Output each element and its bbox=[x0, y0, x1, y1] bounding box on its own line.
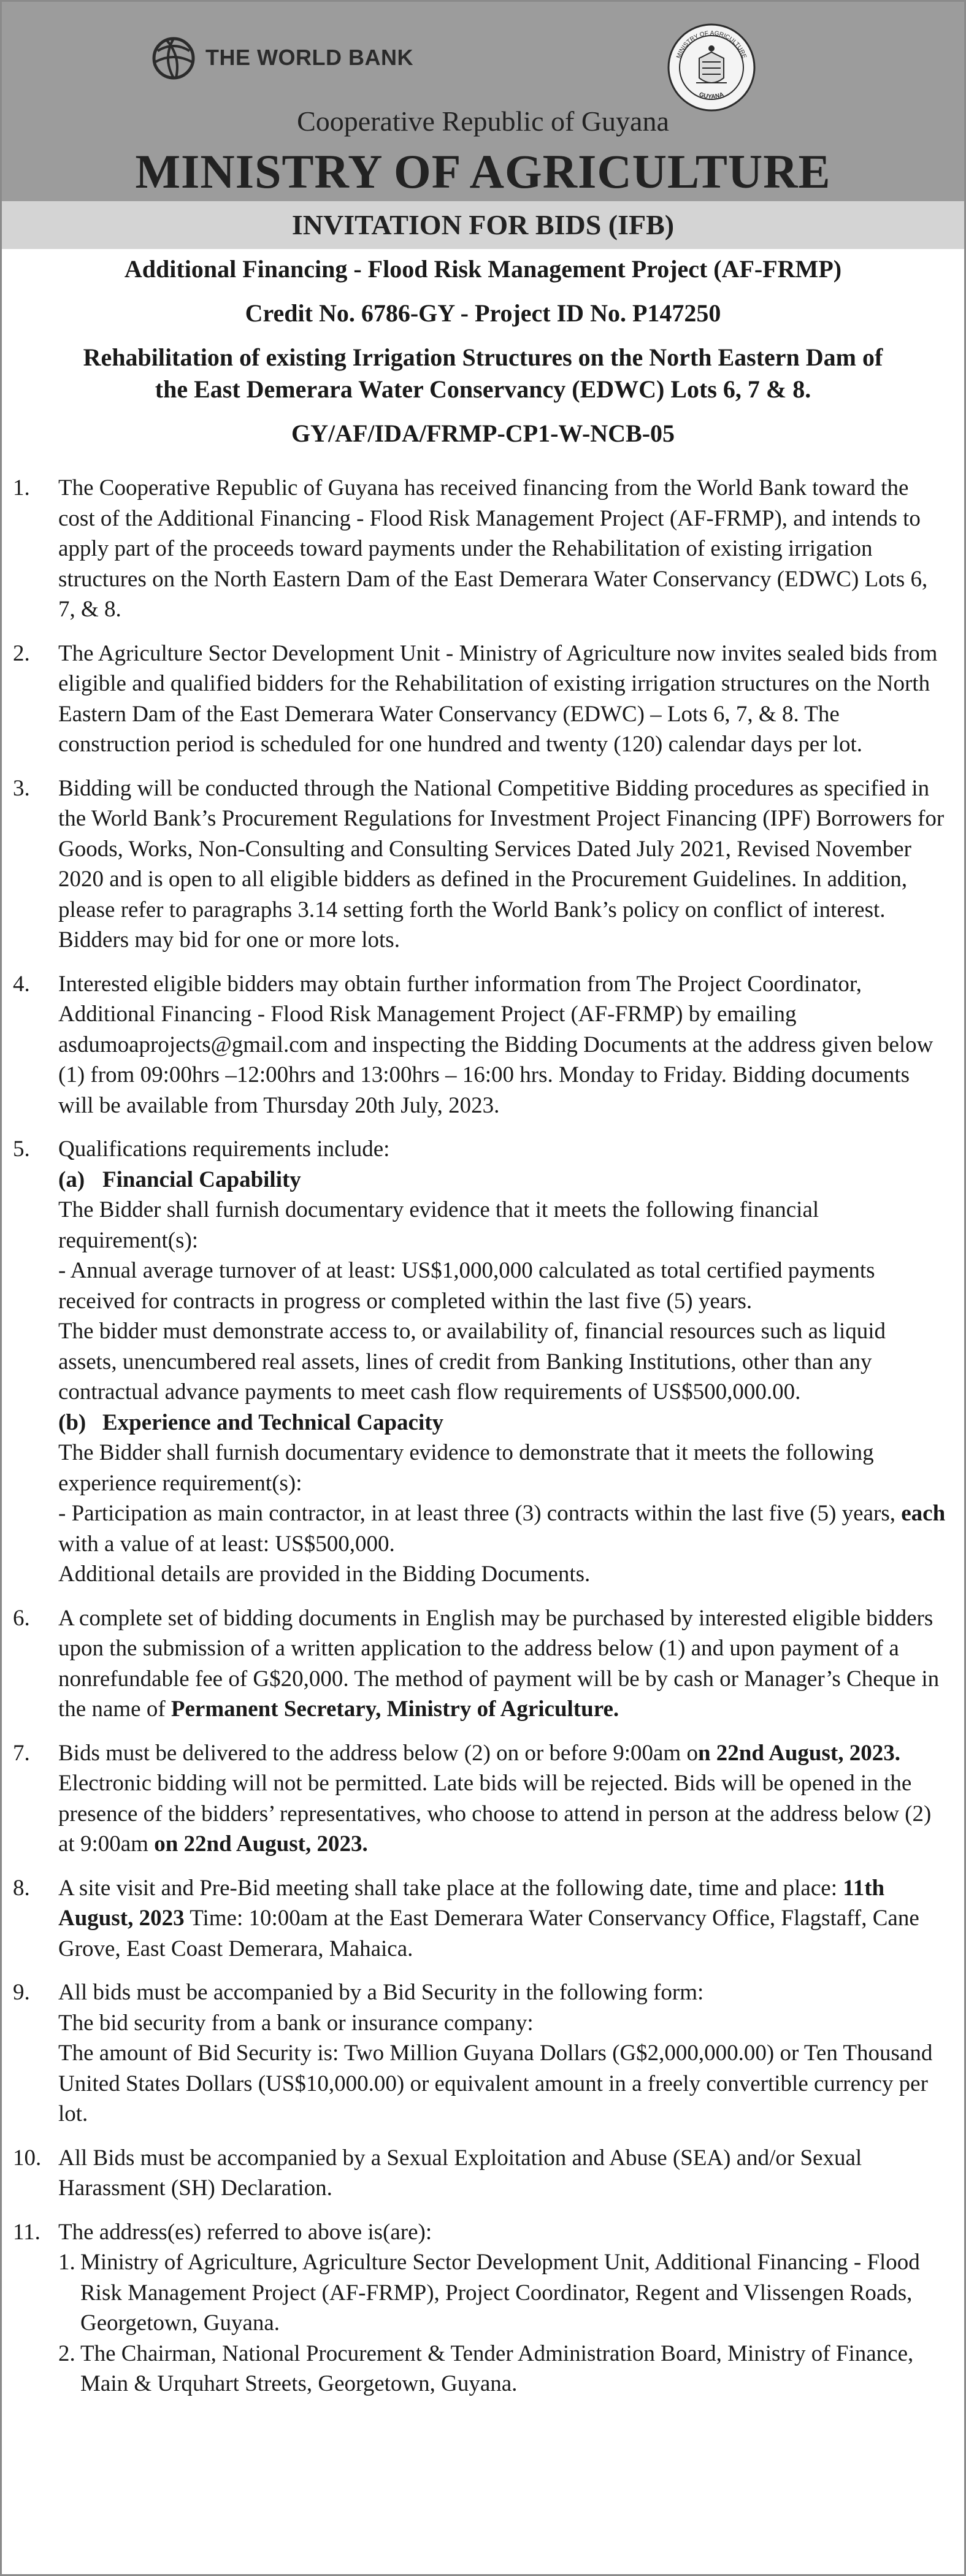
bold-run: Permanent Secretary, Ministry of Agriculture. bbox=[171, 1696, 619, 1722]
clause-6 bbox=[2, 1603, 964, 1725]
world-bank-name: THE WORLD BANK bbox=[205, 45, 413, 70]
project-headings bbox=[2, 253, 964, 462]
clause-4 bbox=[2, 969, 964, 1121]
bid-security-p1: All bids must be accompanied by a Bid Security in the following form: bbox=[58, 1980, 704, 2005]
qualifications-intro: Qualifications requirements include: bbox=[58, 1137, 390, 1162]
works-title-line1: Rehabilitation of existing Irrigation Structures on the North Eastern Dam of bbox=[83, 343, 883, 371]
clause-number: 10. bbox=[13, 2145, 42, 2171]
clause-text: Bidding will be conducted through the National Competitive Bidding procedures as specified in the World Bank’s Procurement Regulations for Investment Project Financing (IPF) Borrowers for Goods, Works, Non-Consulting and Consulting Services Dated July 2021, Revised November 2020 and is open to all eligible bidders as defined in the Procurement Guidelines. In addition, please refer to paragraphs 3.14 setting forth the World Bank’s policy on conflict of interest. Bidders may bid for one or more lots. bbox=[58, 775, 945, 953]
address-number: 2. bbox=[58, 2340, 75, 2366]
ministry-title: MINISTRY OF AGRICULTURE bbox=[135, 145, 831, 198]
reference-number: GY/AF/IDA/FRMP-CP1-W-NCB-05 bbox=[291, 420, 675, 447]
clause-text: The Cooperative Republic of Guyana has received financing from the World Bank toward the cost of the Additional Financing - Flood Risk Management Project (AF-FRMP), and intends to apply part of the proceeds toward payments under the Rehabilitation of existing irrigation structures on the North Eastern Dam of the East Demerara Water Conservancy (EDWC) Lots 6, 7, & 8. bbox=[58, 475, 928, 622]
address-number: 1. bbox=[58, 2250, 75, 2275]
text-run: with a value of at least: US$500,000. bbox=[58, 1531, 395, 1557]
bid-security-p2: The bid security from a bank or insurance company: bbox=[58, 2010, 534, 2036]
clause-number: 2. bbox=[13, 640, 30, 666]
seal-bottom-text: GUYANA bbox=[698, 91, 725, 101]
clause-9 bbox=[2, 1977, 964, 2129]
experience-p1: The Bidder shall furnish documentary evidence to demonstrate that it meets the following experience requirement(s): bbox=[58, 1440, 874, 1496]
project-title: Additional Financing - Flood Risk Management Project (AF-FRMP) bbox=[124, 255, 842, 283]
clause-10 bbox=[2, 2143, 964, 2204]
clause-text bbox=[58, 1603, 948, 1725]
text-run: A complete set of bidding documents in English may be purchased by interested eligible bidders upon the submission of a written application to the address below (1) and upon payment of a nonrefundable fee of G$20,000. The method of payment will be by cash or Manager’s Cheque in the name of bbox=[58, 1605, 940, 1722]
bold-run: each bbox=[901, 1501, 946, 1526]
clause-text: The Agriculture Sector Development Unit - Ministry of Agriculture now invites sealed bids from eligible and qualified bidders for the Rehabilitation of existing irrigation structures on the North Eastern Dam of the East Demerara Water Conservancy (EDWC) – Lots 6, 7, & 8. The construction period is scheduled for one hundred and twenty (120) calendar days per lot. bbox=[58, 640, 938, 757]
ministry-seal-icon bbox=[665, 21, 757, 113]
text-run: A site visit and Pre-Bid meeting shall take place at the following date, time and place: bbox=[58, 1875, 843, 1901]
works-title bbox=[2, 342, 964, 405]
clause-5 bbox=[2, 1134, 964, 1590]
clause-7 bbox=[2, 1738, 964, 1860]
text-run: Electronic bidding will not be permitted. Late bids will be rejected. Bids will be opened in the presence of the bidders’ representatives, who choose to attend in person at the address below (2) at 9:00am bbox=[58, 1771, 932, 1857]
financial-capability-heading bbox=[58, 1165, 948, 1195]
addresses-intro: The address(es) referred to above is(are): bbox=[58, 2219, 432, 2245]
credit-line: Credit No. 6786-GY - Project ID No. P147250 bbox=[245, 299, 721, 327]
address-text: Ministry of Agriculture, Agriculture Sector Development Unit, Additional Financing - Flood Risk Management Project (AF-FRMP), Project Coordinator, Regent and Vlissengen Roads, Georgetown, Guyana. bbox=[80, 2250, 920, 2336]
text-run: Time: 10:00am at the East Demerara Water Conservancy Office, Flagstaff, Cane Grove, East Coast Demerara, Mahaica. bbox=[58, 1906, 919, 1961]
country-name: Cooperative Republic of Guyana bbox=[297, 105, 669, 137]
bid-security-p3: The amount of Bid Security is: Two Million Guyana Dollars (G$2,000,000.00) or Ten Thousand United States Dollars (US$10,000.00) or equivalent amount in a freely convertible currency per lot. bbox=[58, 2041, 933, 2126]
clause-2 bbox=[2, 638, 964, 760]
clause-number: 9. bbox=[13, 1980, 30, 2005]
ifb-body bbox=[2, 473, 964, 2413]
clause-text: Interested eligible bidders may obtain further information from The Project Coordinator, Additional Financing - Flood Risk Management Project (AF-FRMP) by emailing asdumoaprojects@gmail.com and inspecting the Bidding Documents at the address given below (1) from 09:00hrs –12:00hrs and 13:00hrs – 16:00 hrs. Monday to Friday. Bidding documents will be available from Thursday 20th July, 2023. bbox=[58, 971, 933, 1118]
clause-text bbox=[58, 1873, 948, 1965]
clause-number: 5. bbox=[13, 1137, 30, 1162]
bold-run: on 22nd August, 2023. bbox=[154, 1831, 368, 1857]
ifb-title-bar: INVITATION FOR BIDS (IFB) bbox=[2, 201, 964, 249]
clause-number: 6. bbox=[13, 1605, 30, 1631]
world-bank-globe-icon bbox=[149, 34, 198, 83]
sub-title: Financial Capability bbox=[102, 1167, 301, 1192]
financial-p1: The Bidder shall furnish documentary evidence that it meets the following financial requirement(s): bbox=[58, 1197, 819, 1253]
bold-run: 11th August, 2023 bbox=[58, 1875, 885, 1931]
experience-p2 bbox=[58, 1498, 948, 1559]
works-title-line2: the East Demerara Water Conservancy (EDWC) Lots 6, 7 & 8. bbox=[155, 375, 811, 403]
clause-8 bbox=[2, 1873, 964, 1965]
bold-run: n 22nd August, 2023. bbox=[697, 1740, 900, 1766]
clause-1 bbox=[2, 473, 964, 625]
clause-number: 11. bbox=[13, 2219, 40, 2245]
header-banner bbox=[2, 2, 964, 201]
clause-number: 4. bbox=[13, 971, 30, 997]
clause-number: 7. bbox=[13, 1740, 30, 1766]
experience-p3: Additional details are provided in the Bidding Documents. bbox=[58, 1562, 591, 1587]
clause-number: 3. bbox=[13, 775, 30, 801]
sub-title: Experience and Technical Capacity bbox=[102, 1409, 444, 1435]
financial-p2: - Annual average turnover of at least: US$1,000,000 calculated as total certified payments received for contracts in progress or completed within the last five (5) years. bbox=[58, 1258, 875, 1314]
address-1 bbox=[58, 2247, 948, 2339]
address-text: The Chairman, National Procurement & Tender Administration Board, Ministry of Finance, Main & Urquhart Streets, Georgetown, Guyana. bbox=[80, 2340, 914, 2396]
clause-11 bbox=[2, 2217, 964, 2399]
address-2 bbox=[58, 2339, 948, 2399]
seal-top-text: MINISTRY OF AGRICULTURE bbox=[675, 29, 748, 59]
sub-label: (a) bbox=[58, 1167, 85, 1192]
clause-number: 1. bbox=[13, 475, 30, 500]
text-run: - Participation as main contractor, in at least three (3) contracts within the last five (5) years, bbox=[58, 1501, 902, 1526]
sub-label: (b) bbox=[58, 1409, 86, 1435]
clause-text bbox=[58, 1738, 948, 1860]
financial-p3: The bidder must demonstrate access to, or availability of, financial resources such as liquid assets, unencumbered real assets, lines of credit from Banking Institutions, other than any contractual advance payments to meet cash flow requirements of US$500,000.00. bbox=[58, 1319, 886, 1405]
text-run: Bids must be delivered to the address below (2) on or before 9:00am o bbox=[58, 1740, 698, 1766]
clause-number: 8. bbox=[13, 1875, 30, 1901]
clause-text: All Bids must be accompanied by a Sexual Exploitation and Abuse (SEA) and/or Sexual Harassment (SH) Declaration. bbox=[58, 2145, 862, 2201]
experience-heading bbox=[58, 1408, 948, 1438]
clause-3 bbox=[2, 773, 964, 956]
